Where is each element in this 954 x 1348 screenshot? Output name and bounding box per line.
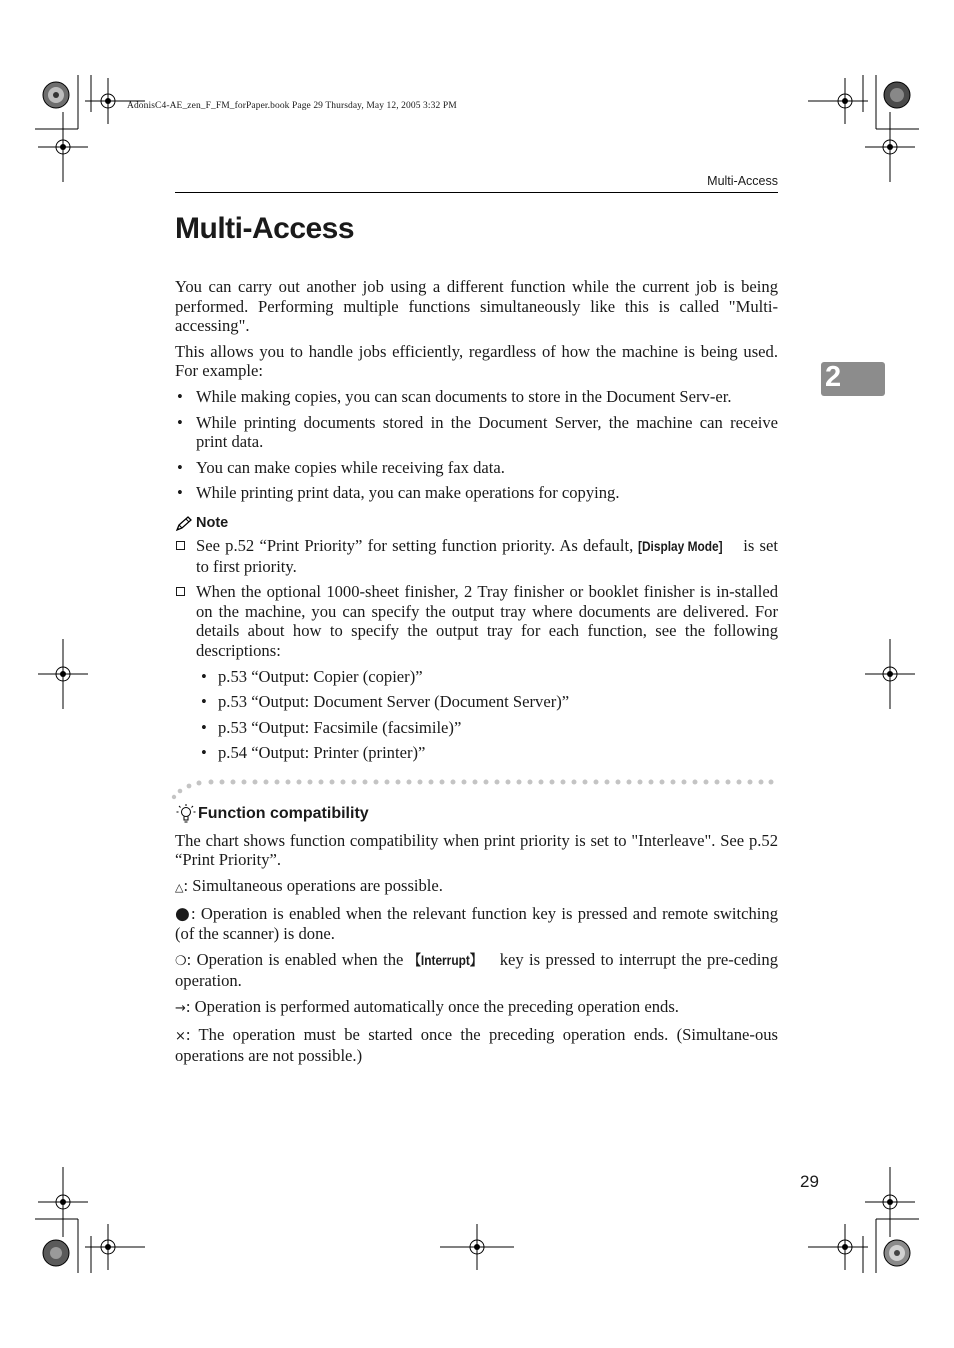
filled-circle-icon: ● [175,903,191,924]
note-item [175,536,778,576]
legend-text: : Simultaneous operations are possible. [183,876,443,896]
note-item [175,582,778,763]
reference-link[interactable]: • p.54 “Output: Printer (printer)” [196,743,778,763]
intro-paragraph: This allows you to handle jobs efficiently, regardless of how the machine is being used. For example: [175,341,778,381]
interrupt-key: 【Interrupt】 [408,951,482,968]
examples-list [175,387,778,503]
function-compatibility-heading [175,803,778,825]
intro-paragraph: You can carry out another job using a different function while the current job is being performed. Performing multiple functions simultaneously like this is called "Multi-accessing". [175,277,778,336]
reference-link[interactable]: • p.53 “Output: Copier (copier)” [196,667,778,687]
legend-interrupt [175,950,778,991]
reference-link[interactable]: • p.53 “Output: Facsimile (facsimile)” [196,718,778,738]
display-mode-key: [Display Mode] [638,537,724,554]
triangle-icon: △ [175,881,184,895]
page-number: 29 [800,1172,819,1191]
chapter-number: 2 [825,361,842,393]
reference-list [196,667,778,763]
chart-intro: The chart shows function compatibility when print priority is set to "Interleave". See p.52 “Print Priority”. [175,830,778,870]
legend-auto [175,997,778,1019]
list-item: • While printing print data, you can make operations for copying. [175,483,778,503]
lightbulb-icon [175,803,197,825]
legend-text: : The operation must be started once the preceding operation ends. (Simultane-ous operations are not possible.) [175,1024,778,1066]
function-compatibility-label: Function compatibility [198,805,369,823]
page-title: Multi-Access [175,212,355,245]
legend-sequential [175,1025,778,1066]
legend-text: : Operation is enabled when the relevant function key is pressed and remote switching (of the scanner) is done. [175,903,778,944]
list-item: • You can make copies while receiving fax data. [175,458,778,478]
list-item: • While making copies, you can scan documents to store in the Document Serv-er. [175,387,778,407]
dotted-separator [171,779,776,801]
arrow-right-icon: → [175,1001,186,1017]
note-label: Note [196,515,229,532]
note-text: is set to first priority. [196,535,778,576]
reference-link[interactable]: • p.53 “Output: Document Server (Document Server)” [196,692,778,712]
note-heading [175,514,778,534]
running-header: Multi-Access [707,174,778,188]
note-list [175,536,778,763]
note-text: See p.52 “Print Priority” for setting function priority. As default, [196,535,639,555]
print-job-info: AdonisC4-AE_zen_F_FM_forPaper.book Page 29 Thursday, May 12, 2005 3:32 PM [127,101,457,111]
open-circle-icon: ❍ [175,953,187,969]
chapter-tab [821,362,885,396]
header-rule [175,192,778,193]
legend-text: : Operation is enabled when the [186,949,409,969]
legend-remote [175,904,778,944]
pencil-icon [175,516,193,532]
legend-text: key is pressed to interrupt the pre-ceding operation. [175,949,778,991]
main-content [175,277,778,1072]
legend-simultaneous [175,876,778,898]
list-item: • While printing documents stored in the Document Server, the machine can receive print data. [175,413,778,452]
cross-icon: × [175,1028,186,1044]
legend-text: : Operation is performed automatically once the preceding operation ends. [185,997,679,1017]
note-text: When the optional 1000-sheet finisher, 2 Tray finisher or booklet finisher is in-stalled on the machine, you can specify the output tray where documents are delivered. For details about how to specify the output tray for each function, see the following descriptions: [196,582,778,660]
